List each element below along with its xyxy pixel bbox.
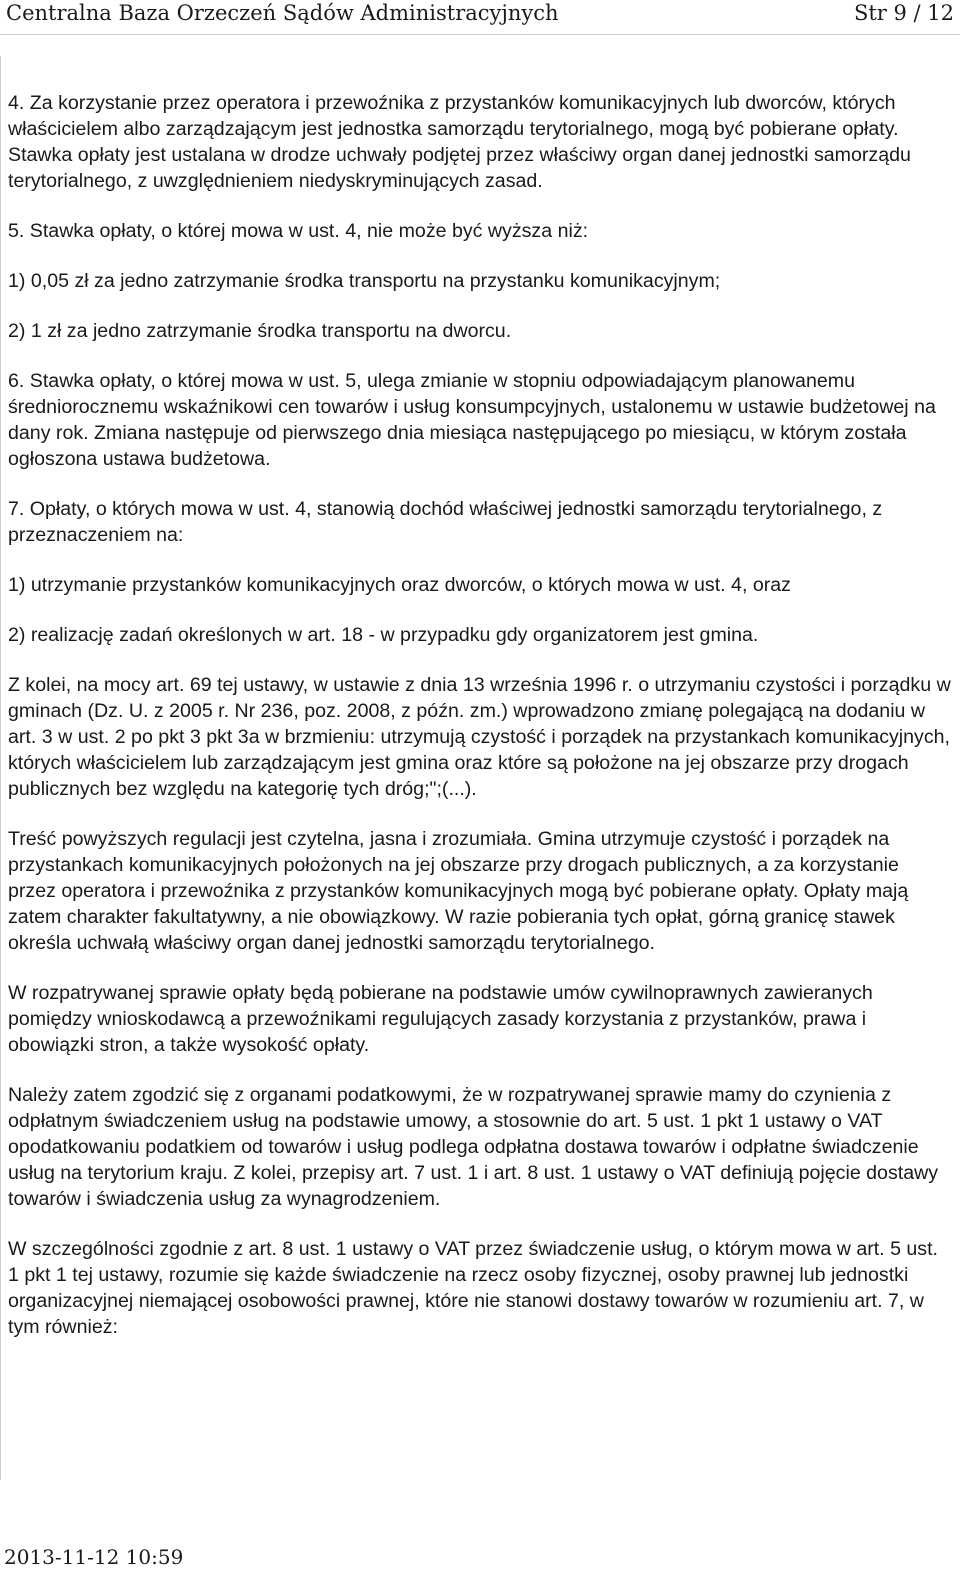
paragraph-vat-services: Należy zatem zgodzić się z organami podatkowymi, że w rozpatrywanej sprawie mamy do czynienia z odpłatnym świadczeniem usług na podstawie umowy, a stosownie do art. 5 ust. 1 pkt 1 ustawy o VAT opodatkowaniu podatkiem od towarów i usług podlega odpłatna dostawa towarów i odpłatne świadczenie usług na terytorium kraju. Z kolei, przepisy art. 7 ust. 1 i art. 8 ust. 1 ustawy o VAT definiują pojęcie dostawy towarów i świadczenia usług za wynagrodzeniem. [8, 1084, 939, 1210]
paragraph-analysis: Treść powyższych regulacji jest czytelna, jasna i zrozumiała. Gmina utrzymuje czystość i porządek na przystankach komunikacyjnych położonych na jej obszarze przy drogach publicznych, a za korzystanie przez operatora i przewoźnika z przystanków komunikacyjnych mogą być pobierane opłaty. Opłaty mają zatem charakter fakultatywny, a nie obowiązkowy. W razie pobierania tych opłat, górną granicę stawek określa uchwałą właściwy organ danej jednostki samorządu terytorialnego. [8, 828, 909, 954]
left-margin-rule [0, 56, 1, 1480]
paragraph-art6: 6. Stawka opłaty, o której mowa w ust. 5, ulega zmianie w stopniu odpowiadającym planowanemu średniorocznemu wskaźnikowi cen towarów i usług konsumpcyjnych, ustalonemu w ustawie budżetowej na dany rok. Zmiana następuje od pierwszego dnia miesiąca następującego po miesiącu, w którym została ogłoszona ustawa budżetowa. [8, 370, 936, 470]
paragraph-art4: 4. Za korzystanie przez operatora i przewoźnika z przystanków komunikacyjnych lub dworców, których właścicielem albo zarządzającym jest jednostka samorządu terytorialnego, mogą być pobierane opłaty. Stawka opłaty jest ustalana w drodze uchwały podjętej przez właściwy organ danej jednostki samorządu terytorialnego, z uwzględnieniem niedyskryminujących zasad. [8, 92, 911, 192]
paragraph-art5: 5. Stawka opłaty, o której mowa w ust. 4, nie może być wyższa niż: [8, 220, 589, 242]
page-header [0, 0, 960, 40]
paragraph-art5-item1: 1) 0,05 zł za jedno zatrzymanie środka transportu na przystanku komunikacyjnym; [8, 270, 721, 292]
paragraph-art7-item2: 2) realizację zadań określonych w art. 18 - w przypadku gdy organizatorem jest gmina. [8, 624, 759, 646]
paragraph-contracts: W rozpatrywanej sprawie opłaty będą pobierane na podstawie umów cywilnoprawnych zawieranych pomiędzy wnioskodawcą a przewoźnikami regulujących zasady korzystania z przystanków, prawa i obowiązki stron, a także wysokość opłaty. [8, 982, 873, 1056]
header-divider [0, 34, 960, 35]
paragraph-art7: 7. Opłaty, o których mowa w ust. 4, stanowią dochód właściwej jednostki samorządu terytorialnego, z przeznaczeniem na: [8, 498, 883, 546]
paragraph-art5-item2: 2) 1 zł za jedno zatrzymanie środka transportu na dworcu. [8, 320, 512, 342]
document-body [8, 90, 952, 1364]
paragraph-art8: W szczególności zgodnie z art. 8 ust. 1 ustawy o VAT przez świadczenie usług, o którym mowa w art. 5 ust. 1 pkt 1 tej ustawy, rozumie się każde świadczenie na rzecz osoby fizycznej, osoby prawnej lub jednostki organizacyjnej niemającej osobowości prawnej, które nie stanowi dostawy towarów w rozumieniu art. 7, w tym również: [8, 1238, 938, 1338]
document-source-title: Centralna Baza Orzeczeń Sądów Administracyjnych [6, 1, 559, 25]
print-timestamp: 2013-11-12 10:59 [4, 1545, 184, 1569]
paragraph-art69: Z kolei, na mocy art. 69 tej ustawy, w ustawie z dnia 13 września 1996 r. o utrzymaniu czystości i porządku w gminach (Dz. U. z 2005 r. Nr 236, poz. 2008, z późn. zm.) wprowadzono zmianę polegającą na dodaniu w art. 3 w ust. 2 po pkt 3 pkt 3a w brzmieniu: utrzymują czystość i porządek na przystankach komunikacyjnych, których właścicielem lub zarządzającym jest gmina oraz które są położone na jej obszarze przy drogach publicznych bez względu na kategorię tych dróg;";(...). [8, 674, 951, 800]
paragraph-art7-item1: 1) utrzymanie przystanków komunikacyjnych oraz dworców, o których mowa w ust. 4, oraz [8, 574, 791, 596]
page-number: Str 9 / 12 [853, 1, 954, 25]
